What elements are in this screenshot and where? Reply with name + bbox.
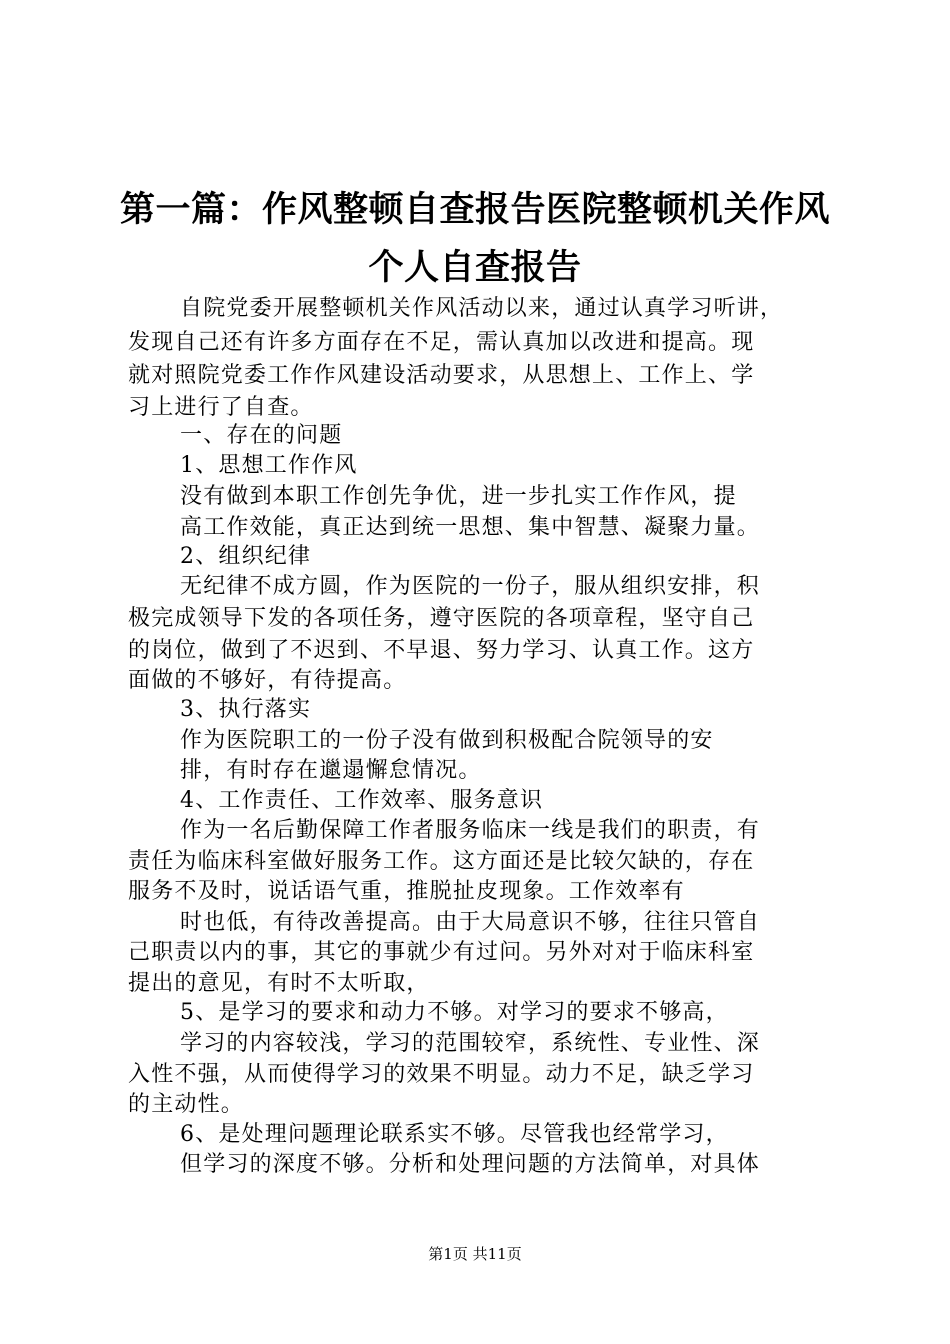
body-line: 己职责以内的事，其它的事就少有过问。另外对对于临床科室 — [128, 940, 755, 965]
body-line: 作为一名后勤保障工作者服务临床一线是我们的职责，有 — [180, 818, 761, 843]
document-title-line-2: 个人自查报告 — [368, 247, 582, 288]
body-line: 作为医院职工的一份子没有做到积极配合院领导的安 — [180, 728, 714, 753]
body-line: 但学习的深度不够。分析和处理问题的方法简单，对具体 — [180, 1152, 761, 1177]
subsection-heading: 1、思想工作作风 — [180, 453, 358, 478]
body-line: 发现自己还有许多方面存在不足，需认真加以改进和提高。现 — [128, 330, 755, 355]
body-line: 无纪律不成方圆，作为医院的一份子，服从组织安排，积 — [180, 574, 761, 599]
body-line: 责任为临床科室做好服务工作。这方面还是比较欠缺的，存在 — [128, 849, 755, 874]
body-line: 极完成领导下发的各项任务，遵守医院的各项章程，坚守自己 — [128, 606, 755, 631]
body-line: 提出的意见，有时不太听取， — [128, 971, 430, 996]
body-line: 排，有时存在邋遢懈怠情况。 — [180, 758, 482, 783]
body-line: 6、是处理问题理论联系实不够。尽管我也经常学习， — [180, 1122, 729, 1147]
page-footer: 第1页 共11页 — [428, 1245, 522, 1263]
body-line: 面做的不够好，有待提高。 — [128, 668, 407, 693]
body-line: 的主动性。 — [128, 1092, 245, 1117]
body-line: 服务不及时，说话语气重，推脱扯皮现象。工作效率有 — [128, 879, 685, 904]
body-line: 入性不强，从而使得学习的效果不明显。动力不足，缺乏学习 — [128, 1062, 755, 1087]
subsection-heading: 2、组织纪律 — [180, 544, 312, 569]
document-title-line-1: 第一篇：作风整顿自查报告医院整顿机关作风 — [119, 189, 830, 230]
body-line: 5、是学习的要求和动力不够。对学习的要求不够高， — [180, 1000, 729, 1025]
section-heading: 一、存在的问题 — [180, 423, 343, 448]
body-line: 自院党委开展整顿机关作风活动以来，通过认真学习听讲， — [180, 296, 784, 321]
subsection-heading: 3、执行落实 — [180, 697, 312, 722]
body-line: 习上进行了自查。 — [128, 395, 314, 420]
body-line: 时也低，有待改善提高。由于大局意识不够，往往只管自 — [180, 910, 761, 935]
body-line: 没有做到本职工作创先争优，进一步扎实工作作风，提 — [180, 484, 737, 509]
body-line: 高工作效能，真正达到统一思想、集中智慧、凝聚力量。 — [180, 515, 761, 540]
subsection-heading: 4、工作责任、工作效率、服务意识 — [180, 788, 544, 813]
body-line: 的岗位，做到了不迟到、不早退、努力学习、认真工作。这方 — [128, 638, 755, 663]
body-line: 就对照院党委工作作风建设活动要求，从思想上、工作上、学 — [128, 363, 755, 388]
body-line: 学习的内容较浅，学习的范围较窄，系统性、专业性、深 — [180, 1031, 761, 1056]
